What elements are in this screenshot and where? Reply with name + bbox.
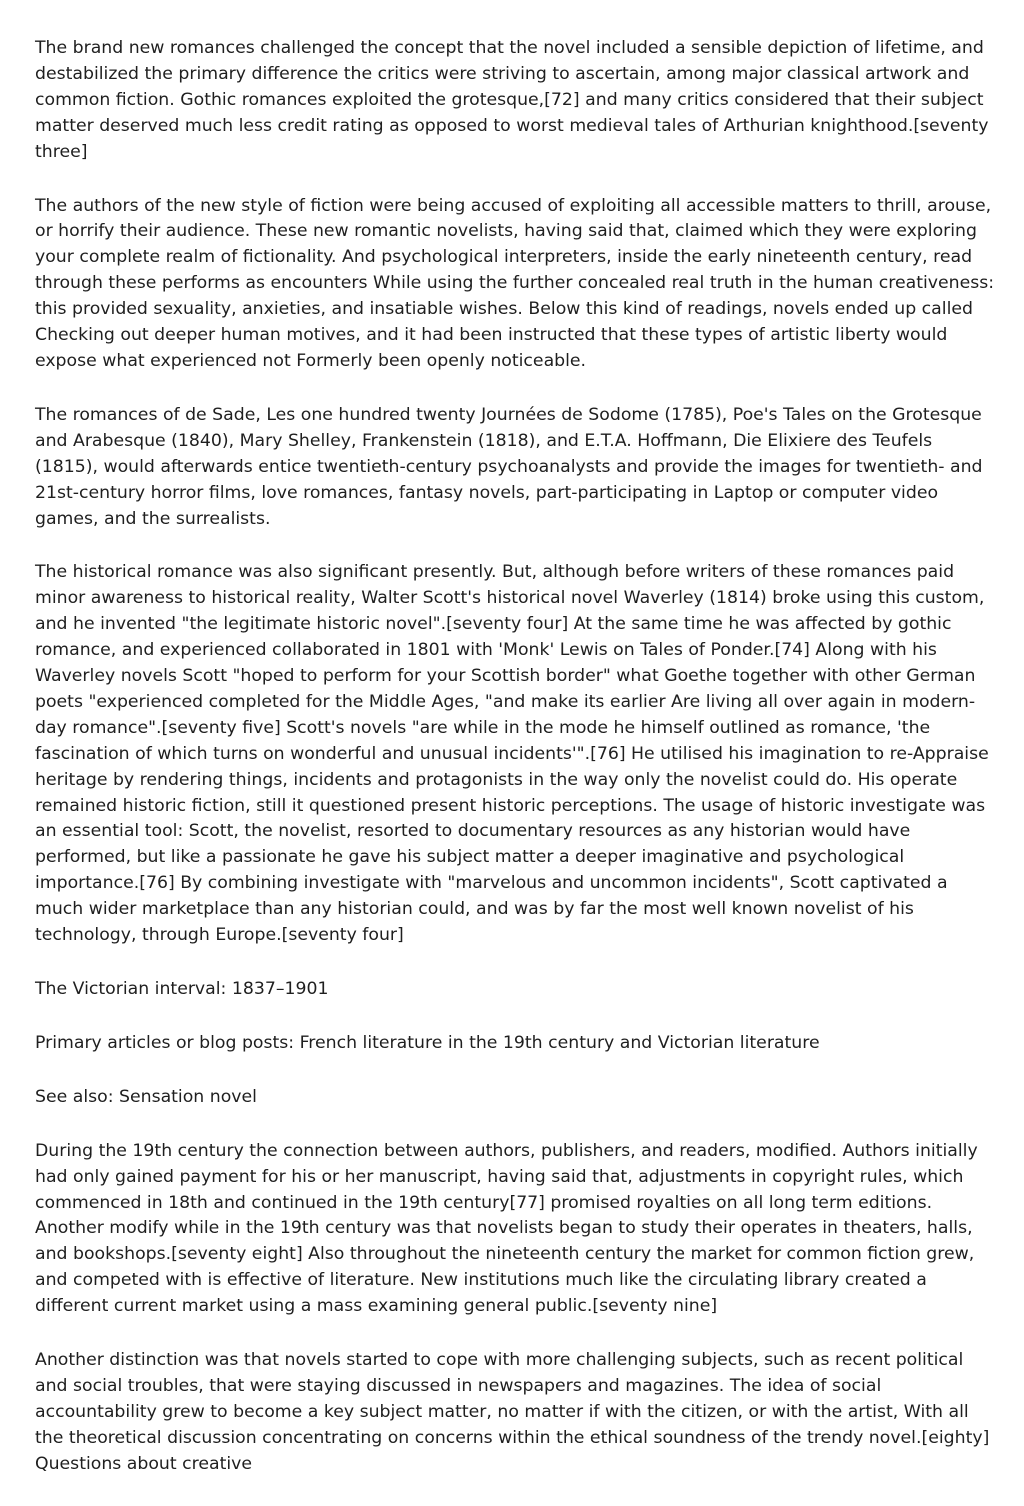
paragraph-romantic-novelists: The authors of the new style of fiction were being accused of exploiting all accessible matters to thrill, arouse, or horrify their audience. These new romantic novelists, having said that, claimed which they were exploring your complete realm of fictionality. And psychological interpreters, inside the early nineteenth century, read through these performs as encounters While using the further concealed real truth in the human creativeness: this provided sexuality, anxieties, and insatiable wishes. Below this kind of readings, novels ended up called Checking out deeper human motives, and it had been instructed that these types of artistic liberty would expose what experienced not Formerly been openly noticeable. xyxy=(35,195,995,371)
paragraph-challenging-subjects: Another distinction was that novels started to cope with more challenging subjects, such as recent political and social troubles, that were staying discussed in newspapers and magazines. The idea of social accountability grew to become a key subject matter, no matter if with the citizen, or with the artist, With all the theoretical discussion concentrating on concerns within the ethical soundness of the trendy novel.[eighty] Questions about creative xyxy=(35,1350,990,1474)
paragraph-romances-list: The romances of de Sade, Les one hundred twenty Journées de Sodome (1785), Poe's Tales on the Grotesque and Arabesque (1840), Mary Shelley, Frankenstein (1818), and E.T.A. Hoffmann, Die Elixiere des Teufels (1815), would afterwards entice twentieth-century psychoanalysts and provide the images for twentieth- and 21st-century horror films, love romances, fantasy novels, part-participating in Laptop or computer video games, and the surrealists. xyxy=(35,404,983,529)
paragraph-19th-century-authors: During the 19th century the connection between authors, publishers, and readers, modified. Authors initially had only gained payment for his or her manuscript, having said that, adjustments in copyright rules, which commenced in 18th and continued in the 19th century[77] promised royalties on all long term editions. Another modify while in the 19th century was that novelists began to study their operates in theaters, halls, and bookshops.[seventy eight] Also throughout the nineteenth century the market for common fiction grew, and competed with is effective of literature. New institutions much like the circulating library created a different current market using a mass examining general public.[seventy nine] xyxy=(35,1140,978,1317)
document-body xyxy=(35,36,995,1506)
main-articles-note: Primary articles or blog posts: French literature in the 19th century and Victorian literature xyxy=(35,1032,820,1053)
paragraph-gothic-romances: The brand new romances challenged the concept that the novel included a sensible depiction of lifetime, and destabilized the primary difference the critics were striving to ascertain, among major classical artwork and common fiction. Gothic romances exploited the grotesque,[72] and many critics considered that their subject matter deserved much less credit rating as opposed to worst medieval tales of Arthurian knighthood.[seventy three] xyxy=(35,38,989,162)
paragraph-historical-romance: The historical romance was also significant presently. But, although before writers of these romances paid minor awareness to historical reality, Walter Scott's historical novel Waverley (1814) broke using this custom, and he invented "the legitimate historic novel".[seventy four] At the same time he was affected by gothic romance, and experienced collaborated in 1801 with 'Monk' Lewis on Tales of Ponder.[74] Along with his Waverley novels Scott "hoped to perform for your Scottish border" what Goethe together with other German poets "experienced completed for the Middle Ages, "and make its earlier Are living all over again in modern-day romance".[seventy five] Scott's novels "are while in the mode he himself outlined as romance, 'the fascination of which turns on wonderful and unusual incidents'".[76] He utilised his imagination to re-Appraise heritage by rendering things, incidents and protagonists in the way only the novelist could do. His operate remained historic fiction, still it questioned present historic perceptions. The usage of historic investigate was an essential tool: Scott, the novelist, resorted to documentary resources as any historian would have performed, but like a passionate he gave his subject matter a deeper imaginative and psychological importance.[76] By combining investigate with "marvelous and uncommon incidents", Scott captivated a much wider marketplace than any historian could, and was by far the most well known novelist of his technology, through Europe.[seventy four] xyxy=(35,562,989,946)
section-heading-victorian: The Victorian interval: 1837–1901 xyxy=(35,979,329,999)
see-also-note: See also: Sensation novel xyxy=(35,1086,257,1107)
